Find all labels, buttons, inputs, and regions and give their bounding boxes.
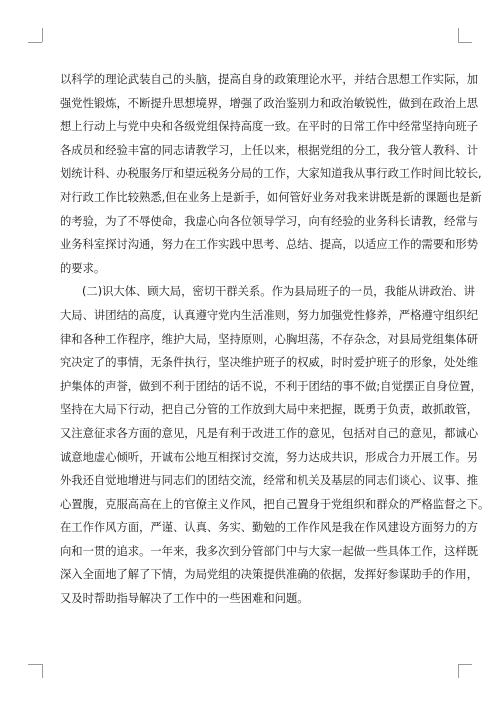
crop-mark-bottom-left-h bbox=[28, 664, 42, 665]
crop-mark-bottom-right-h bbox=[458, 664, 472, 665]
text-line: 大局、讲团结的高度，认真遵守党内生活准则，努力加强党性修养，严格遵守组织纪 bbox=[60, 308, 478, 322]
text-line: 律和各种工作程序，维护大局，坚持原则，心胸坦荡，不存杂念，对县局党组集体研 bbox=[60, 332, 478, 346]
text-line: 业务科室探讨沟通，努力在工作实践中思考、总结、提高，以适应工作的需要和形势 bbox=[60, 238, 478, 252]
text-line: 外我还自觉地增进与同志们的团结交流，经常和机关及基层的同志们谈心、议事、推 bbox=[60, 474, 478, 488]
text-line: 想上行动上与党中央和各级党组保持高度一致。在平时的日常工作中经常坚持向班子 bbox=[60, 120, 478, 134]
text-line: 护集体的声誉，做到不利于团结的话不说，不利于团结的事不做;自觉摆正自身位置， bbox=[60, 379, 482, 393]
crop-mark-top-left-v bbox=[42, 28, 43, 42]
text-line: 又及时帮助指导解决了工作中的一些困难和问题。 bbox=[60, 592, 309, 606]
crop-mark-top-left-h bbox=[28, 42, 42, 43]
text-line: 深入全面地了解了下情，为局党组的决策提供准确的依据，发挥好参谋助手的作用， bbox=[60, 568, 478, 582]
text-line: 心置腹，克服高高在上的官僚主义作风，把自己置身于党组织和群众的严格监督之下。 bbox=[60, 497, 490, 511]
text-line: 强党性锻炼，不断提升思想境界，增强了政治鉴别力和政治敏锐性，做到在政治上思 bbox=[60, 96, 478, 110]
text-line: 各成员和经验丰富的同志请教学习，上任以来，根据党组的分工，我分管人教科、计 bbox=[60, 143, 478, 157]
text-line: 坚持在大局下行动，把自己分管的工作放到大局中来把握，既勇于负责，敢抓敢管， bbox=[60, 403, 478, 417]
text-line: (二)识大体、顾大局，密切干群关系。作为县局班子的一员，我能从讲政治、讲 bbox=[82, 285, 475, 299]
text-line: 以科学的理论武装自己的头脑，提高自身的政策理论水平，并结合思想工作实际，加 bbox=[60, 73, 478, 86]
crop-mark-top-right-h bbox=[458, 42, 472, 43]
text-line: 划统计科、办税服务厅和望远税务分局的工作，大家知道我从事行政工作时间比较长, bbox=[60, 167, 482, 181]
crop-mark-top-right-v bbox=[458, 28, 459, 42]
body-text bbox=[60, 68, 490, 611]
text-line: 在工作作风方面，严谨、认真、务实、勤勉的工作作风是我在作风建设方面努力的方 bbox=[60, 521, 478, 535]
text-line: 又注意征求各方面的意见，凡是有利于改进工作的意见，包括对自己的意见，都诚心 bbox=[60, 426, 478, 440]
text-line: 诚意地虚心倾听，开诚布公地互相探讨交流，努力达成共识，形成合力开展工作。另 bbox=[60, 450, 478, 464]
crop-mark-bottom-left-v bbox=[42, 664, 43, 678]
text-line: 对行政工作比较熟悉,但在业务上是新手，如何管好业务对我来讲既是新的课题也是新 bbox=[60, 190, 482, 204]
text-line: 的要求。 bbox=[60, 261, 106, 275]
text-line: 的考验，为了不辱使命，我虚心向各位领导学习，向有经验的业务科长请教，经常与 bbox=[60, 214, 478, 228]
text-line: 究决定了的事情，无条件执行，坚决维护班子的权威，时时爱护班子的形象，处处维 bbox=[60, 356, 478, 370]
crop-mark-bottom-right-v bbox=[458, 664, 459, 678]
text-line: 向和一贯的追求。一年来，我多次到分管部门中与大家一起做一些具体工作，这样既 bbox=[60, 544, 478, 558]
